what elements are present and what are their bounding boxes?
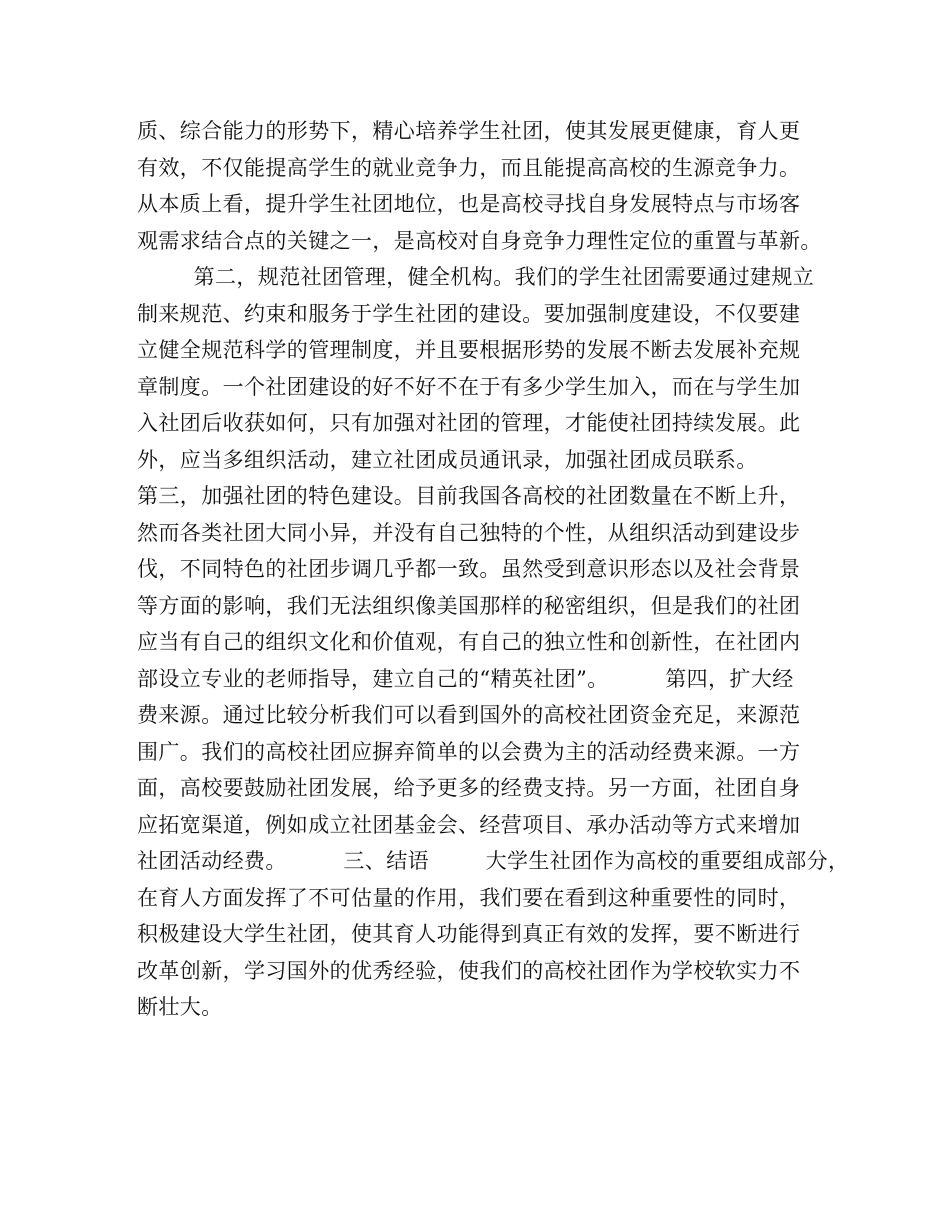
text-line: 围广。我们的高校社团应摒弃简单的以会费为主的活动经费来源。一方	[137, 739, 801, 764]
text-line: 应当有自己的组织文化和价值观，有自己的独立性和创新性，在社团内	[137, 630, 801, 654]
text-line: 应拓宽渠道，例如成立社团基金会、经营项目、承办活动等方式来增加	[137, 812, 801, 837]
text-line: 然而各类社团大同小异，并没有自己独特的个性，从组织活动到建设步	[137, 520, 801, 545]
text-line: 部设立专业的老师指导，建立自己的“精英社团”。 第四，扩大经	[137, 666, 794, 691]
text-line: 伐，不同特色的社团步调几乎都一致。虽然受到意识形态以及社会背景	[137, 557, 801, 581]
text-line: 断壮大。	[137, 995, 223, 1019]
text-line: 第三，加强社团的特色建设。目前我国各高校的社团数量在不断上升，	[137, 484, 801, 508]
text-line: 入社团后收获如何，只有加强对社团的管理，才能使社团持续发展。此	[137, 411, 801, 435]
text-line: 制来规范、约束和服务于学生社团的建设。要加强制度建设，不仅要建	[137, 301, 801, 326]
text-line: 面，高校要鼓励社团发展，给予更多的经费支持。另一方面，社团自身	[137, 776, 801, 800]
text-line: 外，应当多组织活动，建立社团成员通讯录，加强社团成员联系。	[137, 447, 758, 472]
text-line: 等方面的影响，我们无法组织像美国那样的秘密组织，但是我们的社团	[137, 593, 801, 618]
text-line: 立健全规范科学的管理制度，并且要根据形势的发展不断去发展补充规	[137, 338, 801, 362]
text-line: 积极建设大学生社团，使其育人功能得到真正有效的发挥，要不断进行	[137, 922, 801, 946]
text-line: 费来源。通过比较分析我们可以看到国外的高校社团资金充足，来源范	[137, 703, 801, 727]
text-line: 章制度。一个社团建设的好不好不在于有多少学生加入，而在与学生加	[137, 374, 801, 399]
body-text	[137, 113, 850, 1026]
text-line: 第二，规范社团管理，健全机构。我们的学生社团需要通过建规立	[137, 265, 815, 289]
text-line: 社团活动经费。 三、结语 大学生社团作为高校的重要组成部分，	[137, 849, 850, 873]
text-line: 观需求结合点的关键之一，是高校对自身竞争力理性定位的重置与革新。	[137, 228, 822, 253]
text-line: 从本质上看，提升学生社团地位，也是高校寻找自身发展特点与市场客	[137, 192, 801, 216]
text-line: 有效，不仅能提高学生的就业竞争力，而且能提高高校的生源竞争力。	[137, 155, 801, 180]
text-line: 质、综合能力的形势下，精心培养学生社团，使其发展更健康，育人更	[137, 119, 801, 143]
text-line: 改革创新，学习国外的优秀经验，使我们的高校社团作为学校软实力不	[137, 958, 801, 983]
text-line: 在育人方面发挥了不可估量的作用，我们要在看到这种重要性的同时，	[137, 885, 801, 910]
